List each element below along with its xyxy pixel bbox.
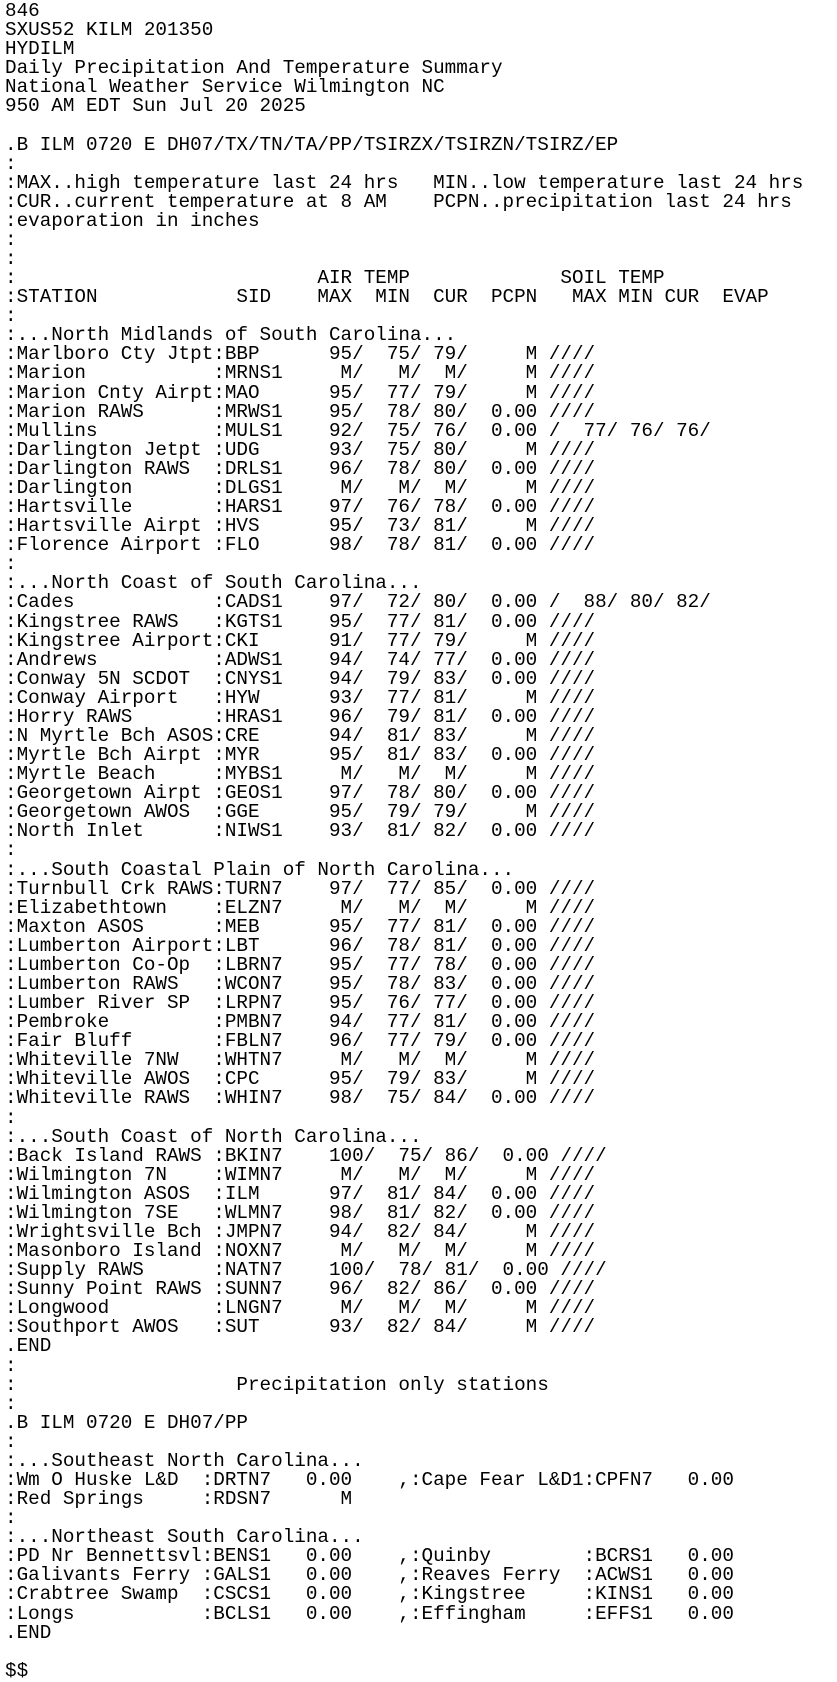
product-line: .B ILM 0720 E DH07/TX/TN/TA/PP/TSIRZX/TSIRZN/TSIRZ/EP [5, 133, 619, 156]
product-line: :Myrtle Bch Airpt :MYR 95/ 81/ 83/ 0.00 //// [5, 744, 596, 767]
product-line [5, 1643, 837, 1662]
product-line: :Whiteville AWOS :CPC 95/ 79/ 83/ M //// [5, 1068, 596, 1091]
product-line: :MAX..high temperature last 24 hrs MIN..low temperature last 24 hrs [5, 171, 804, 194]
product-line: :Wilmington ASOS :ILM 97/ 81/ 84/ 0.00 //// [5, 1182, 596, 1205]
product-line: :...North Coast of South Carolina... [5, 572, 422, 595]
product-line: :Darlington Jetpt :UDG 93/ 75/ 80/ M //// [5, 438, 596, 461]
product-line: :Back Island RAWS :BKIN7 100/ 75/ 86/ 0.00 //// [5, 1144, 607, 1167]
product-line: 846 [5, 0, 40, 22]
product-line: :Galivants Ferry :GALS1 0.00 ,:Reaves Ferry :ACWS1 0.00 [5, 1564, 734, 1587]
product-line: :Whiteville 7NW :WHTN7 M/ M/ M/ M //// [5, 1049, 596, 1072]
product-line: :Hartsville Airpt :HVS 95/ 73/ 81/ M //// [5, 515, 596, 538]
product-line: :Marlboro Cty Jtpt:BBP 95/ 75/ 79/ M //// [5, 343, 596, 366]
product-line: : Precipitation only stations [5, 1373, 549, 1396]
product-line: :Florence Airport :FLO 98/ 78/ 81/ 0.00 //// [5, 534, 596, 557]
product-line: :Wilmington 7N :WIMN7 M/ M/ M/ M //// [5, 1163, 596, 1186]
product-line: :...Northeast South Carolina... [5, 1526, 364, 1549]
product-line: :...South Coastal Plain of North Carolina... [5, 858, 515, 881]
product-line: National Weather Service Wilmington NC [5, 76, 445, 99]
product-line: :Hartsville :HARS1 97/ 76/ 78/ 0.00 //// [5, 496, 596, 519]
product-line: : [5, 1354, 17, 1377]
product-line: : [5, 248, 17, 271]
product-line: :Masonboro Island :NOXN7 M/ M/ M/ M //// [5, 1240, 596, 1263]
product-line: :Darlington RAWS :DRLS1 96/ 78/ 80/ 0.00 //// [5, 457, 596, 480]
product-line: :Red Springs :RDSN7 M [5, 1488, 353, 1511]
product-line: $$ [5, 1659, 29, 1682]
product-line: :Fair Bluff :FBLN7 96/ 77/ 79/ 0.00 //// [5, 1030, 596, 1053]
product-line: :...Southeast North Carolina... [5, 1449, 364, 1472]
product-line: : [5, 1106, 17, 1129]
product-line: .END [5, 1621, 52, 1644]
product-line: :Kingstree RAWS :KGTS1 95/ 77/ 81/ 0.00 //// [5, 610, 596, 633]
product-line: : [5, 305, 17, 328]
product-line: : AIR TEMP SOIL TEMP [5, 267, 665, 290]
product-line: :Georgetown AWOS :GGE 95/ 79/ 79/ M //// [5, 801, 596, 824]
product-line: :PD Nr Bennettsvl:BENS1 0.00 ,:Quinby :BCRS1 0.00 [5, 1545, 734, 1568]
product-line: :STATION SID MAX MIN CUR PCPN MAX MIN CUR EVAP [5, 286, 769, 309]
product-line: :Georgetown Airpt :GEOS1 97/ 78/ 80/ 0.00 //// [5, 782, 596, 805]
product-line: : [5, 1430, 17, 1453]
product-line: :Andrews :ADWS1 94/ 74/ 77/ 0.00 //// [5, 648, 596, 671]
product-line: SXUS52 KILM 201350 [5, 19, 214, 42]
product-line [5, 116, 837, 135]
product-line: :Longs :BCLS1 0.00 ,:Effingham :EFFS1 0.00 [5, 1602, 734, 1625]
product-line: :Marion RAWS :MRWS1 95/ 78/ 80/ 0.00 //// [5, 400, 596, 423]
product-line: :Marion :MRNS1 M/ M/ M/ M //// [5, 362, 596, 385]
product-line: :Wrightsville Bch :JMPN7 94/ 82/ 84/ M //// [5, 1221, 596, 1243]
product-line: :Lumberton Airport:LBT 96/ 78/ 81/ 0.00 //// [5, 934, 596, 957]
product-line: : [5, 228, 17, 251]
product-line: 950 AM EDT Sun Jul 20 2025 [5, 95, 306, 118]
product-line: :Horry RAWS :HRAS1 96/ 79/ 81/ 0.00 //// [5, 705, 596, 728]
product-line: :...South Coast of North Carolina... [5, 1125, 422, 1148]
product-line: :Cades :CADS1 97/ 72/ 80/ 0.00 / 88/ 80/ 82/ [5, 591, 711, 614]
product-line: :Conway Airport :HYW 93/ 77/ 81/ M //// [5, 686, 596, 709]
product-line: :Wilmington 7SE :WLMN7 98/ 81/ 82/ 0.00 //// [5, 1201, 596, 1224]
product-line: :Lumberton Co-Op :LBRN7 95/ 77/ 78/ 0.00 //// [5, 953, 596, 976]
product-line: :evaporation in inches [5, 209, 260, 232]
product-line: :N Myrtle Bch ASOS:CRE 94/ 81/ 83/ M //// [5, 724, 596, 747]
product-line: :Southport AWOS :SUT 93/ 82/ 84/ M //// [5, 1316, 596, 1339]
product-line: :Wm O Huske L&D :DRTN7 0.00 ,:Cape Fear L&D1:CPFN7 0.00 [5, 1469, 734, 1492]
product-line: :Sunny Point RAWS :SUNN7 96/ 82/ 86/ 0.00 //// [5, 1278, 596, 1301]
product-line: : [5, 1392, 17, 1415]
product-line: :Crabtree Swamp :CSCS1 0.00 ,:Kingstree :KINS1 0.00 [5, 1583, 734, 1606]
product-line: :Conway 5N SCDOT :CNYS1 94/ 79/ 83/ 0.00 //// [5, 667, 596, 690]
product-line: :Darlington :DLGS1 M/ M/ M/ M //// [5, 476, 596, 499]
product-line: :Myrtle Beach :MYBS1 M/ M/ M/ M //// [5, 763, 596, 786]
product-line: :Pembroke :PMBN7 94/ 77/ 81/ 0.00 //// [5, 1011, 596, 1034]
product-line: :Lumberton RAWS :WCON7 95/ 78/ 83/ 0.00 //// [5, 972, 596, 995]
product-line: :CUR..current temperature at 8 AM PCPN..precipitation last 24 hrs [5, 190, 792, 213]
product-line: :Lumber River SP :LRPN7 95/ 76/ 77/ 0.00 //// [5, 992, 596, 1015]
product-line: :North Inlet :NIWS1 93/ 81/ 82/ 0.00 //// [5, 820, 596, 843]
product-line: :Marion Cnty Airpt:MAO 95/ 77/ 79/ M //// [5, 381, 596, 404]
product-line: :Supply RAWS :NATN7 100/ 78/ 81/ 0.00 //// [5, 1259, 607, 1282]
product-line: .B ILM 0720 E DH07/PP [5, 1411, 248, 1434]
product-line: :...North Midlands of South Carolina... [5, 324, 457, 347]
product-line: :Whiteville RAWS :WHIN7 98/ 75/ 84/ 0.00 //// [5, 1087, 596, 1110]
product-line: : [5, 1507, 17, 1530]
product-line: : [5, 152, 17, 175]
product-line: :Maxton ASOS :MEB 95/ 77/ 81/ 0.00 //// [5, 915, 596, 938]
product-line: Daily Precipitation And Temperature Summary [5, 57, 503, 80]
product-line: : [5, 839, 17, 862]
product-line: HYDILM [5, 38, 75, 61]
product-line: :Longwood :LNGN7 M/ M/ M/ M //// [5, 1297, 596, 1320]
product-line: :Kingstree Airport:CKI 91/ 77/ 79/ M //// [5, 629, 596, 652]
product-line: : [5, 553, 17, 576]
product-line: .END [5, 1335, 52, 1358]
product-line: :Mullins :MULS1 92/ 75/ 76/ 0.00 / 77/ 76/ 76/ [5, 419, 711, 442]
product-line: :Turnbull Crk RAWS:TURN7 97/ 77/ 85/ 0.00 //// [5, 877, 596, 900]
product-line: :Elizabethtown :ELZN7 M/ M/ M/ M //// [5, 896, 596, 919]
